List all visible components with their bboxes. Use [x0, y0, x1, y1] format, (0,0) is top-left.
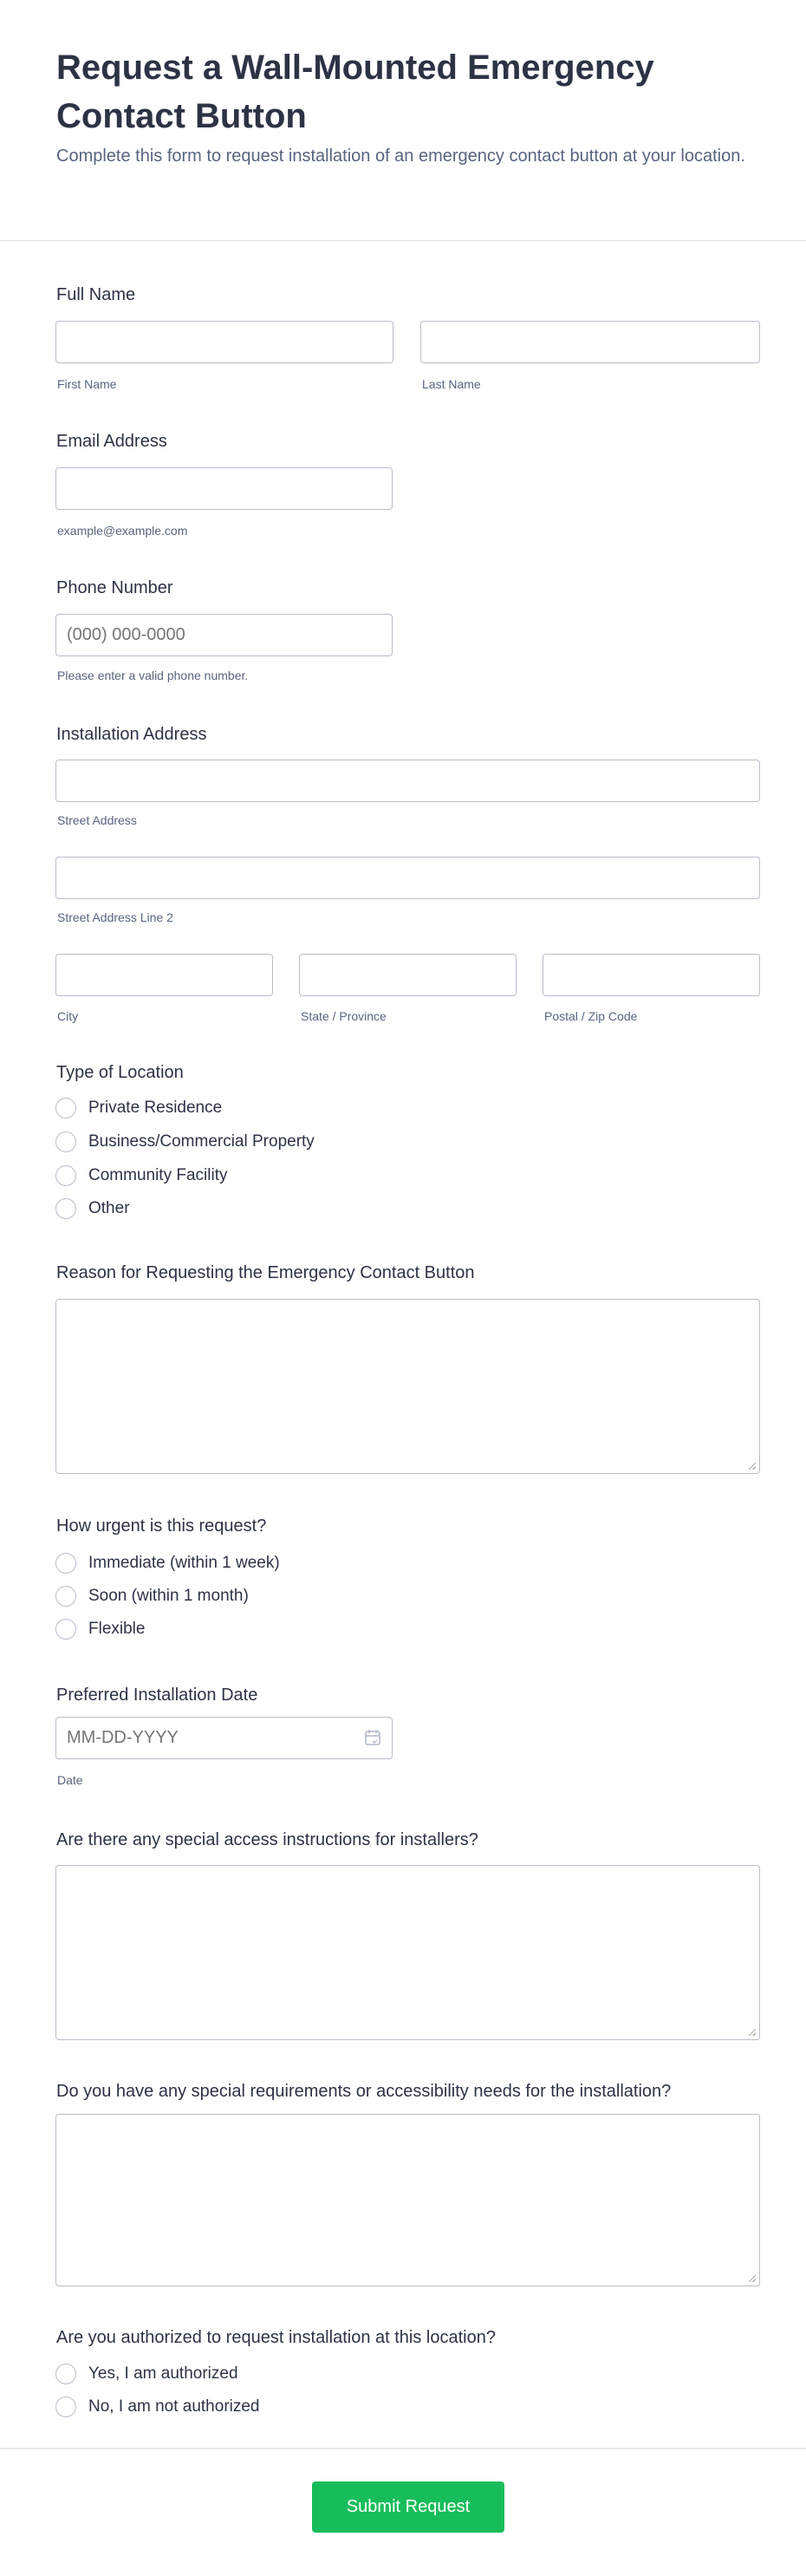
- radio-private-residence[interactable]: [55, 1097, 222, 1119]
- phone-input[interactable]: [55, 614, 393, 656]
- last-name-input[interactable]: [420, 321, 760, 363]
- footer-divider: [0, 2448, 806, 2449]
- reason-label: Reason for Requesting the Emergency Contact Button: [56, 1263, 475, 1282]
- resize-handle-icon[interactable]: [749, 2029, 756, 2036]
- radio-circle[interactable]: [55, 1619, 76, 1640]
- radio-community[interactable]: [55, 1164, 227, 1187]
- reason-textarea[interactable]: [55, 1299, 760, 1474]
- email-sublabel: example@example.com: [57, 524, 188, 538]
- header-divider: [0, 240, 806, 241]
- radio-authorized-yes[interactable]: [55, 2363, 238, 2385]
- radio-authorized-no[interactable]: [55, 2396, 260, 2418]
- radio-circle[interactable]: [55, 1586, 76, 1607]
- radio-other[interactable]: [55, 1197, 130, 1220]
- form-subtitle: Complete this form to request installation of an emergency contact button at your location.: [56, 147, 745, 166]
- date-label: Preferred Installation Date: [56, 1686, 258, 1705]
- date-field[interactable]: [55, 1717, 393, 1759]
- access-textarea[interactable]: [55, 1865, 760, 2040]
- resize-handle-icon[interactable]: [749, 1463, 756, 1470]
- radio-label: Other: [88, 1199, 130, 1217]
- street-address-line2-input[interactable]: [55, 857, 760, 899]
- radio-circle[interactable]: [55, 2397, 76, 2417]
- form-title: Request a Wall-Mounted Emergency Contact Button: [56, 49, 654, 135]
- radio-label: Yes, I am authorized: [88, 2364, 238, 2383]
- email-input[interactable]: [55, 467, 393, 510]
- city-sublabel: City: [57, 1009, 79, 1023]
- authorized-label: Are you authorized to request installation at this location?: [56, 2328, 496, 2347]
- radio-soon[interactable]: [55, 1585, 249, 1608]
- full-name-label: Full Name: [56, 285, 136, 304]
- postal-input[interactable]: [543, 954, 760, 996]
- postal-sublabel: Postal / Zip Code: [544, 1009, 638, 1023]
- date-sublabel: Date: [57, 1773, 83, 1787]
- radio-label: Flexible: [88, 1620, 146, 1638]
- radio-circle[interactable]: [55, 1098, 76, 1118]
- radio-label: Soon (within 1 month): [88, 1587, 249, 1605]
- address-label: Installation Address: [56, 725, 207, 744]
- radio-flexible[interactable]: [55, 1618, 145, 1640]
- radio-circle[interactable]: [55, 1553, 76, 1574]
- access-label: Are there any special access instructions for installers?: [56, 1830, 478, 1849]
- email-label: Email Address: [56, 432, 167, 451]
- radio-business[interactable]: [55, 1131, 315, 1153]
- requirements-textarea[interactable]: [55, 2114, 760, 2286]
- first-name-sublabel: First Name: [57, 377, 117, 391]
- radio-circle[interactable]: [55, 2364, 76, 2384]
- city-input[interactable]: [55, 954, 273, 996]
- submit-button[interactable]: Submit Request: [312, 2481, 504, 2533]
- street-address-line2-sublabel: Street Address Line 2: [57, 910, 173, 924]
- radio-label: Immediate (within 1 week): [88, 1554, 280, 1572]
- radio-label: Community Facility: [88, 1166, 228, 1184]
- date-input[interactable]: [55, 1717, 393, 1759]
- radio-label: No, I am not authorized: [88, 2397, 260, 2416]
- urgency-label: How urgent is this request?: [56, 1516, 267, 1536]
- calendar-icon[interactable]: [363, 1728, 382, 1747]
- street-address-input[interactable]: [55, 760, 760, 802]
- phone-label: Phone Number: [56, 578, 173, 597]
- first-name-input[interactable]: [55, 321, 393, 363]
- radio-label: Private Residence: [88, 1099, 223, 1117]
- phone-sublabel: Please enter a valid phone number.: [57, 668, 249, 682]
- state-sublabel: State / Province: [301, 1009, 387, 1023]
- resize-handle-icon[interactable]: [749, 2275, 756, 2282]
- street-address-sublabel: Street Address: [57, 813, 137, 827]
- radio-circle[interactable]: [55, 1131, 76, 1152]
- requirements-label: Do you have any special requirements or accessibility needs for the installation?: [56, 2082, 672, 2101]
- radio-circle[interactable]: [55, 1198, 76, 1219]
- last-name-sublabel: Last Name: [422, 377, 481, 391]
- location-type-label: Type of Location: [56, 1063, 184, 1082]
- state-input[interactable]: [299, 954, 517, 996]
- radio-circle[interactable]: [55, 1165, 76, 1186]
- radio-immediate[interactable]: [55, 1552, 280, 1575]
- radio-label: Business/Commercial Property: [88, 1132, 315, 1151]
